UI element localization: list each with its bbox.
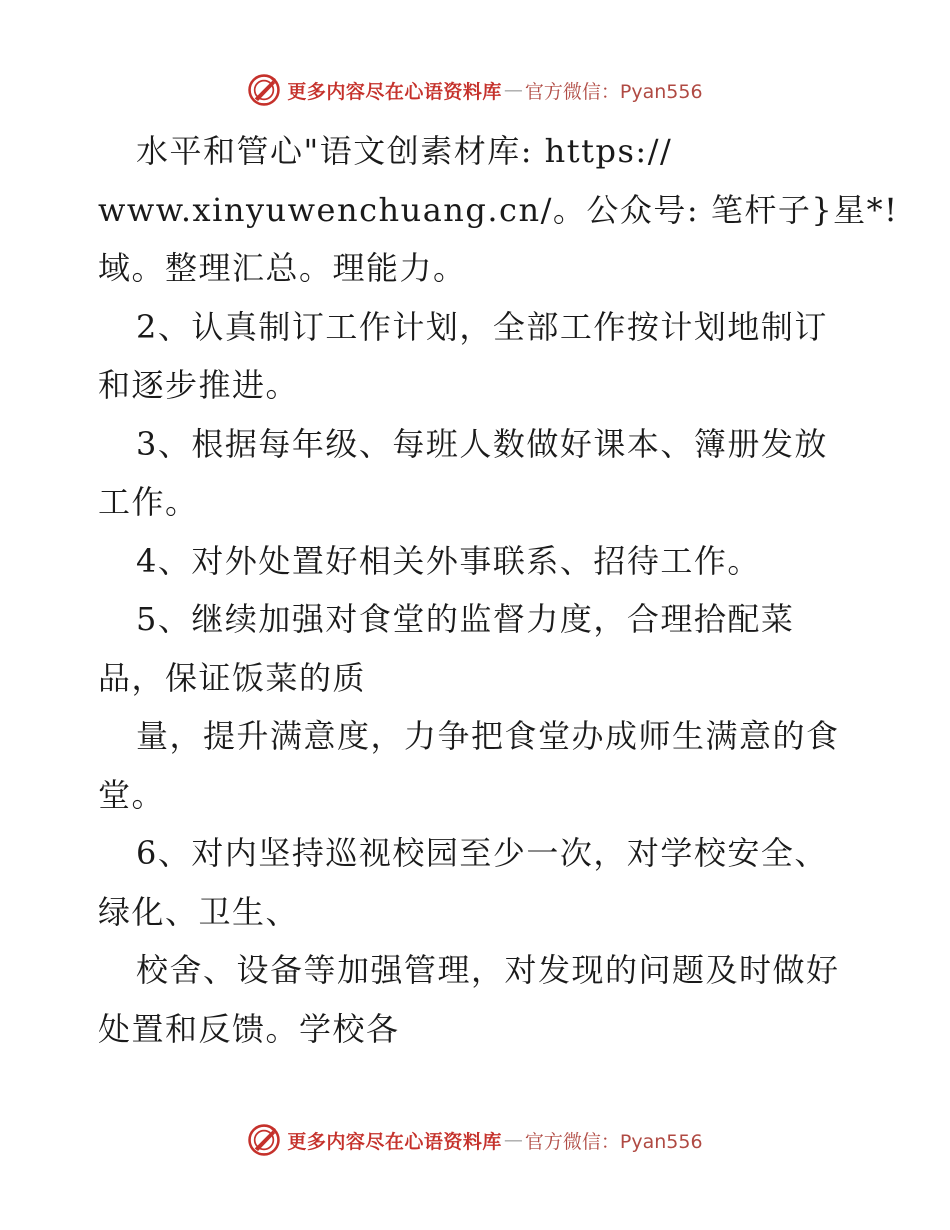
footer-wechat-text: 官方微信：Pyan556	[524, 1130, 703, 1153]
body-line: 量，提升满意度，力争把食堂办成师生满意的食	[136, 717, 840, 755]
footer-banner	[0, 1120, 950, 1160]
body-line: 堂。	[98, 775, 166, 814]
body-line: 水平和管心"语文创素材库: https://	[136, 132, 673, 170]
header-site-text: 更多内容尽在心语资料库	[287, 80, 502, 103]
body-line: 域。整理汇总。理能力。	[98, 249, 467, 287]
body-line: 5、继续加强对食堂的监督力度，合理拾配菜	[136, 600, 795, 638]
body-line: 3、根据每年级、每班人数做好课本、簿册发放	[136, 424, 828, 463]
body-line: 6、对内坚持巡视校园至少一次，对学校安全、	[136, 834, 828, 872]
body-line: 工作。	[98, 483, 199, 521]
quill-pen-logo-icon	[247, 73, 281, 107]
body-line: 处置和反馈。学校各	[98, 1009, 400, 1048]
header-banner	[0, 70, 950, 110]
body-line: 品，保证饭菜的质	[98, 658, 367, 697]
header-wechat-text: 官方微信：Pyan556	[524, 80, 703, 103]
header-dash: —	[503, 79, 523, 101]
body-line: 绿化、卫生、	[98, 892, 300, 931]
body-line: 2、认真制订工作计划，全部工作按计划地制订	[136, 307, 828, 346]
quill-pen-logo-icon	[247, 1123, 281, 1157]
body-line: 和逐步推进。	[98, 366, 300, 404]
body-line: www.xinyuwenchuang.cn/。公众号: 笔杆子}星*!	[98, 190, 899, 229]
body-line: 校舍、设备等加强管理，对发现的问题及时做好	[136, 951, 840, 989]
footer-site-text: 更多内容尽在心语资料库	[287, 1130, 502, 1153]
body-line: 4、对外处置好相关外事联系、招待工作。	[136, 541, 761, 580]
document-body	[98, 122, 899, 1058]
footer-dash: —	[503, 1129, 523, 1151]
